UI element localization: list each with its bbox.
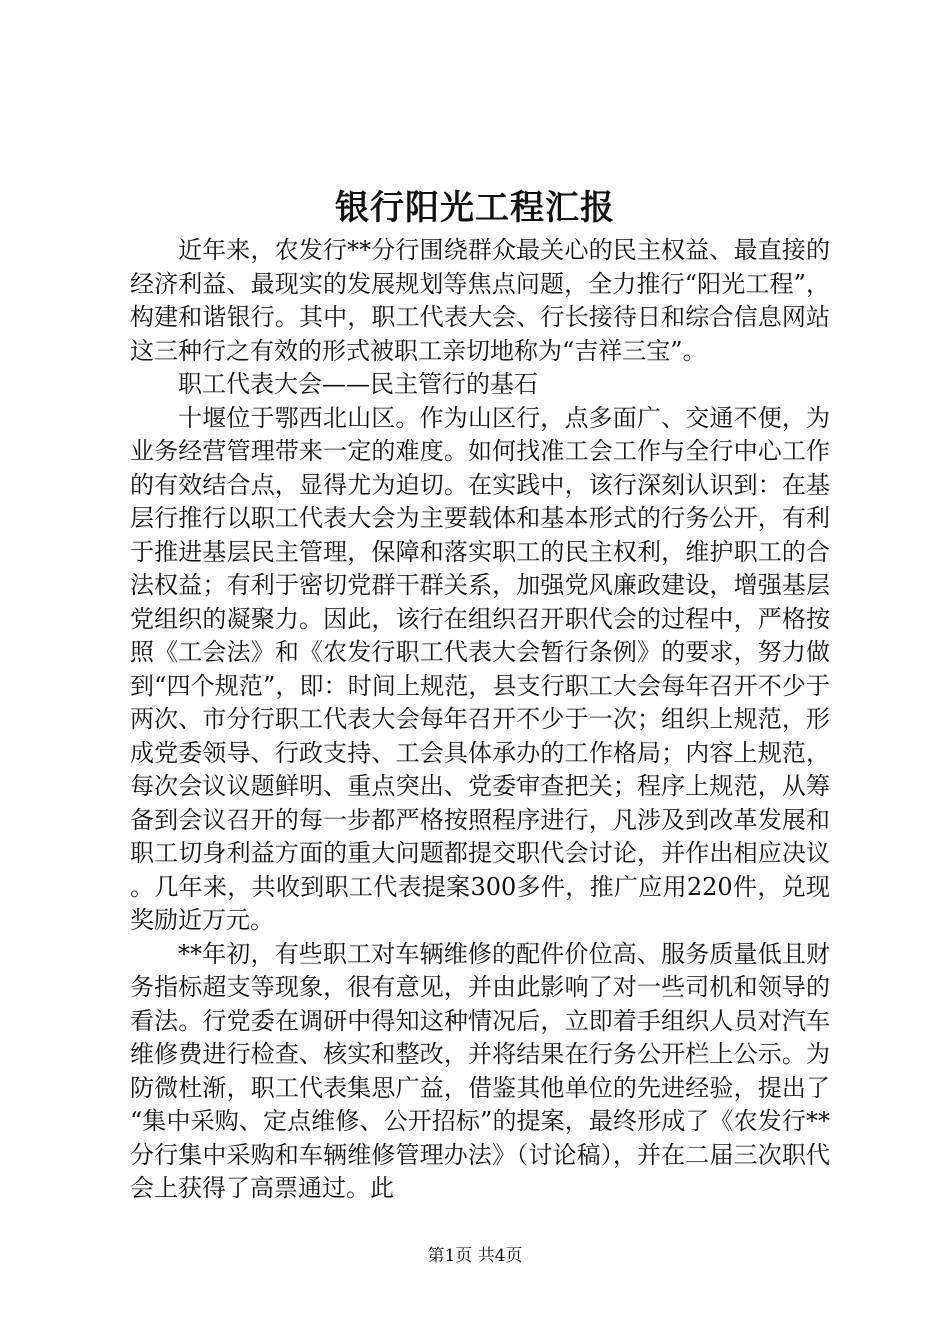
section-heading: 职工代表大会——民主管行的基石	[178, 370, 538, 398]
paragraph-vehicle: **年初，有些职工对车辆维修的配件价位高、服务质量低且财务指标超支等现象，很有意见，并由此影响了对一些司机和领导的看法。行党委在调研中得知这种情况后，立即着手组织人员对汽车维修费进行检查、核实和整改，并将结果在行务公开栏上公示。为防微杜渐，职工代表集思广益，借鉴其他单位的先进经验，提出了“集中采购、定点维修、公开招标”的提案，最终形成了《农发行**分行集中采购和车辆维修管理办法》（讨论稿），并在二届三次职代会上获得了高票通过。此	[130, 939, 830, 1202]
paragraph-congress: 十堰位于鄂西北山区。作为山区行，点多面广、交通不便，为业务经营管理带来一定的难度。如何找准工会工作与全行中心工作的有效结合点，显得尤为迫切。在实践中，该行深刻认识到：在基层行推行以职工代表大会为主要载体和基本形式的行务公开，有利于推进基层民主管理，保障和落实职工的民主权利，维护职工的合法权益；有利于密切党群干群关系，加强党风廉政建设，增强基层党组织的凝聚力。因此，该行在组织召开职代会的过程中，严格按照《工会法》和《农发行职工代表大会暂行条例》的要求，努力做到“四个规范”，即：时间上规范，县支行职工大会每年召开不少于两次、市分行职工代表大会每年召开不少于一次；组织上规范，形成党委领导、行政支持、工会具体承办的工作格局；内容上规范，每次会议议题鲜明、重点突出、党委审查把关；程序上规范，从筹备到会议召开的每一步都严格按照程序进行，凡涉及到改革发展和职工切身利益方面的重大问题都提交职代会讨论，并作出相应决议。几年来，共收到职工代表提案300多件，推广应用220件，兑现奖励近万元。	[130, 403, 830, 934]
document-body	[130, 234, 830, 1206]
paragraph-intro: 近年来，农发行**分行围绕群众最关心的民主权益、最直接的经济利益、最现实的发展规划等焦点问题，全力推行“阳光工程”，构建和谐银行。其中，职工代表大会、行长接待日和综合信息网站这三种行之有效的形式被职工亲切地称为“吉祥三宝”。	[130, 236, 830, 365]
page-title: 银行阳光工程汇报	[335, 188, 615, 228]
page-footer: 第1页 共4页	[427, 1246, 523, 1266]
